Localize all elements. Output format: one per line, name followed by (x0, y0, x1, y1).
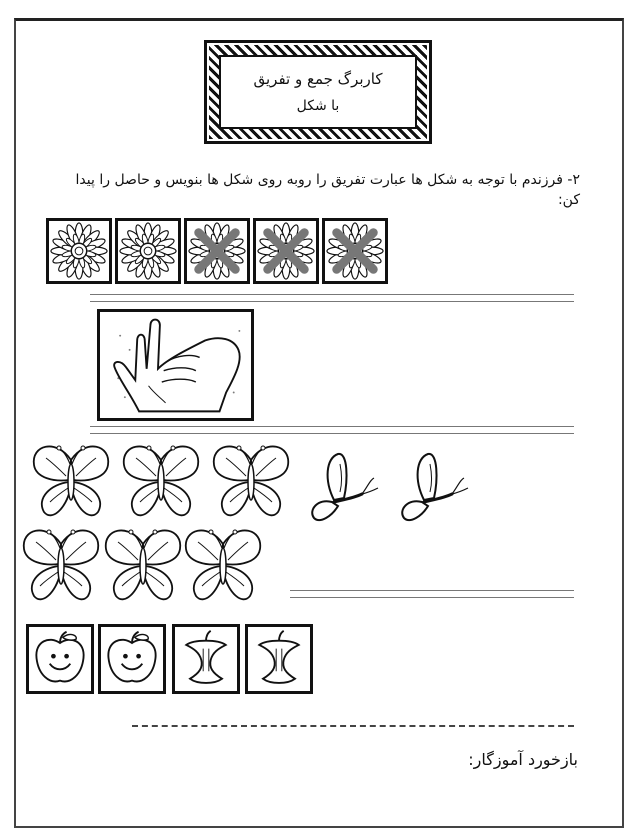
butterfly-flying-away-icon (304, 450, 380, 530)
title-box (204, 40, 432, 144)
answer-line-1[interactable] (90, 294, 574, 302)
apple-core-icon (172, 624, 240, 694)
answer-line-3[interactable] (290, 590, 574, 598)
smiling-apple-icon (26, 624, 94, 694)
apple-core-icon (245, 624, 313, 694)
butterfly-icon (116, 440, 206, 526)
butterfly-icon (26, 440, 116, 526)
smiling-apple-icon (98, 624, 166, 694)
sunflower-crossed-icon (184, 218, 250, 284)
butterfly-icon (178, 524, 268, 610)
question-text: ۲- فرزندم با توجه به شکل ها عبارت تفریق را روبه روی شکل ها بنویس و حاصل را پیدا کن: (75, 172, 580, 208)
sunflower-icon (46, 218, 112, 284)
butterfly-icon (16, 524, 106, 610)
answer-line-4[interactable] (132, 725, 574, 727)
teacher-feedback-label: بازخورد آموزگار: (468, 750, 578, 769)
butterfly-icon (206, 440, 296, 526)
title-panel (219, 55, 417, 129)
answer-line-2[interactable] (90, 426, 574, 434)
worksheet-subtitle: با شکل (296, 98, 340, 114)
sunflower-icon (115, 218, 181, 284)
butterfly-flying-away-icon (394, 450, 470, 530)
hand-picture (97, 309, 254, 421)
sunflower-crossed-icon (322, 218, 388, 284)
worksheet-title: کاربرگ جمع و تفریق (253, 70, 383, 88)
sunflower-crossed-icon (253, 218, 319, 284)
hand-two-fingers-icon (100, 312, 251, 418)
butterfly-icon (98, 524, 188, 610)
